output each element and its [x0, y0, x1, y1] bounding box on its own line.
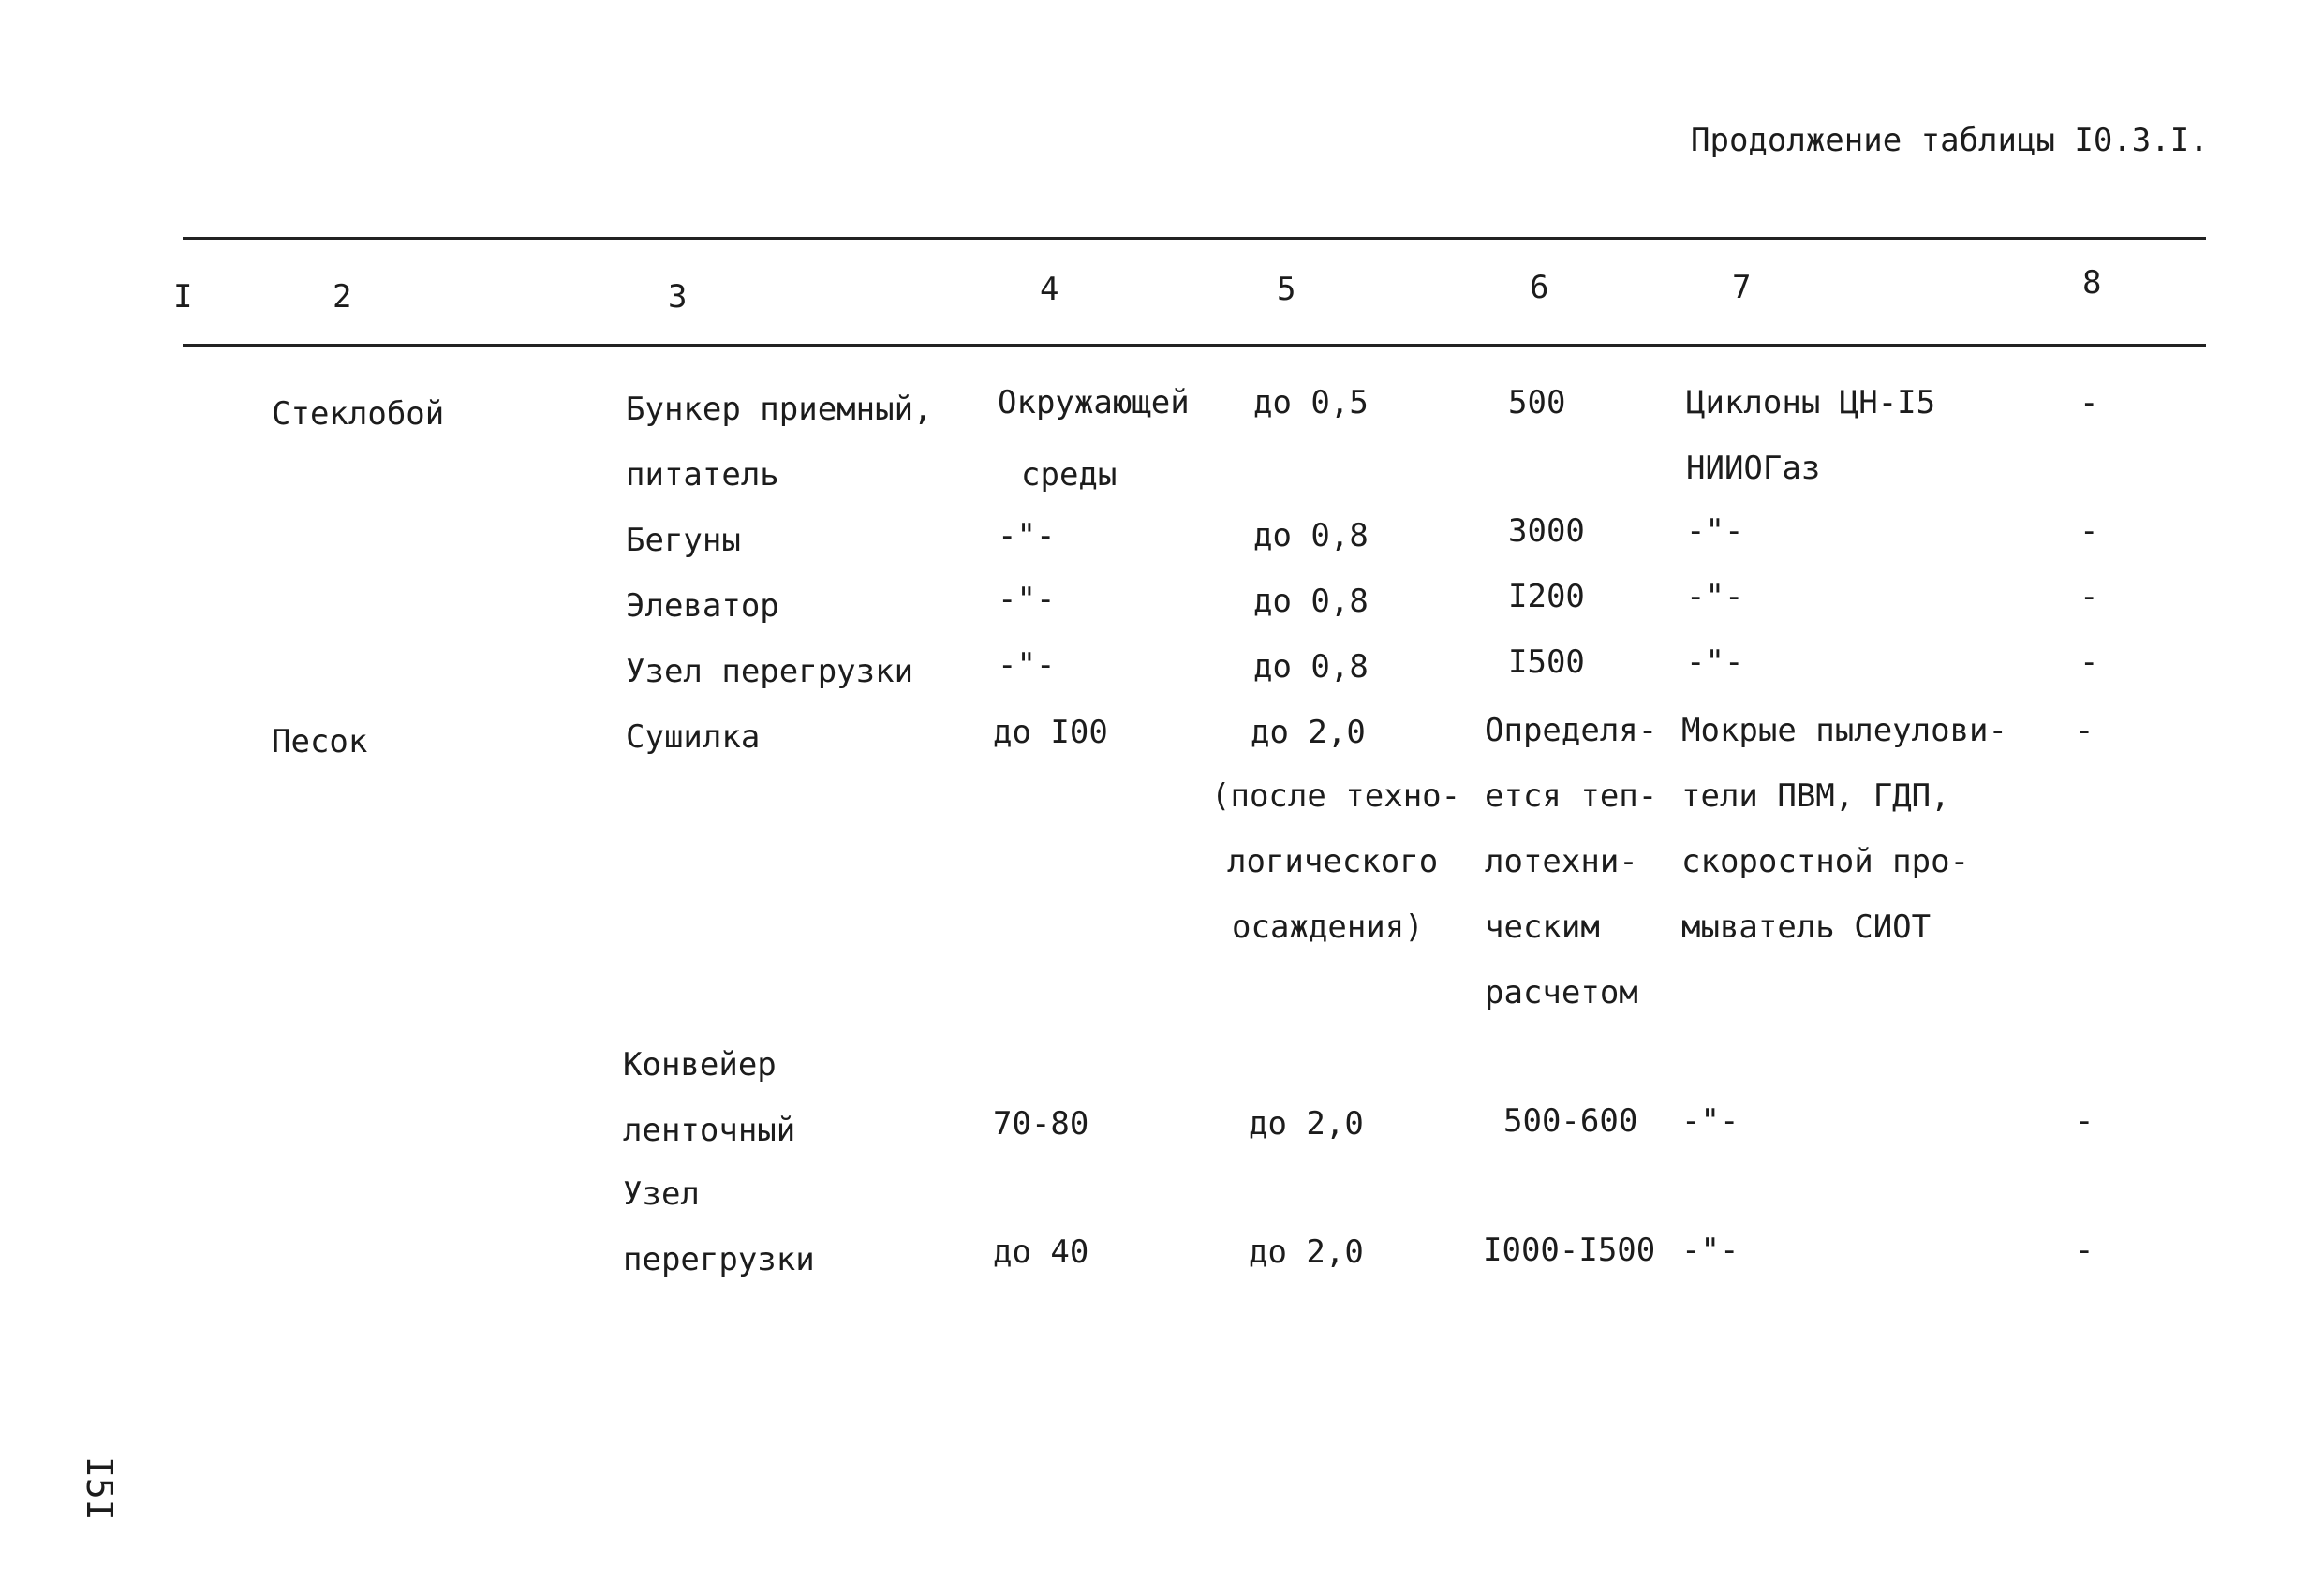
dust-collector-cell: скоростной про- — [1681, 843, 1970, 880]
humidity-cell: до 0,8 — [1253, 583, 1369, 620]
col8-cell: - — [2075, 712, 2095, 749]
col-header-1: I — [173, 278, 193, 316]
equipment-cell: Бункер приемный, — [626, 391, 933, 428]
temperature-cell: до I00 — [993, 714, 1108, 751]
humidity-cell: до 2,0 — [1249, 1105, 1364, 1143]
air-flow-cell: лотехни- — [1485, 843, 1638, 880]
air-flow-cell: ческим — [1485, 908, 1600, 946]
temperature-cell: 70-80 — [993, 1105, 1089, 1143]
air-flow-cell: 500-600 — [1503, 1102, 1638, 1140]
col8-cell: - — [2080, 578, 2099, 615]
col8-cell: - — [2080, 643, 2099, 681]
humidity-cell: до 0,8 — [1253, 517, 1369, 554]
col-header-7: 7 — [1732, 269, 1752, 306]
dust-collector-cell: Циклоны ЦН-I5 — [1686, 384, 1936, 421]
equipment-cell: Элеватор — [626, 587, 779, 625]
col-header-8: 8 — [2082, 264, 2102, 302]
dust-collector-cell: -"- — [1686, 512, 1744, 550]
col-header-3: 3 — [668, 278, 688, 316]
equipment-cell: Сушилка — [626, 718, 761, 756]
humidity-cell: (после техно- — [1211, 777, 1461, 815]
temperature-cell: среды — [1021, 456, 1118, 494]
equipment-cell: Узел — [623, 1175, 700, 1213]
col-header-2: 2 — [333, 278, 352, 316]
humidity-cell: до 0,5 — [1253, 384, 1369, 421]
dust-collector-cell: -"- — [1681, 1102, 1739, 1140]
top-rule — [183, 237, 2206, 240]
air-flow-cell: расчетом — [1485, 974, 1638, 1011]
col-header-5: 5 — [1277, 271, 1296, 308]
humidity-cell: до 0,8 — [1253, 648, 1369, 686]
humidity-cell: осаждения) — [1232, 908, 1424, 946]
col8-cell: - — [2075, 1232, 2095, 1269]
equipment-cell: ленточный — [623, 1112, 796, 1149]
air-flow-cell: ется теп- — [1485, 777, 1658, 815]
dust-collector-cell: мыватель СИОТ — [1681, 908, 1932, 946]
col8-cell: - — [2075, 1102, 2095, 1140]
temperature-cell: -"- — [998, 581, 1056, 618]
material-cell: Стеклобой — [272, 395, 445, 433]
material-cell: Песок — [272, 723, 368, 760]
air-flow-cell: 500 — [1508, 384, 1566, 421]
dust-collector-cell: Мокрые пылеулови- — [1681, 712, 2007, 749]
air-flow-cell: I200 — [1508, 578, 1585, 615]
header-rule — [183, 344, 2206, 347]
equipment-cell: питатель — [626, 456, 779, 494]
humidity-cell: логического — [1227, 843, 1439, 880]
col-header-6: 6 — [1530, 269, 1549, 306]
humidity-cell: до 2,0 — [1249, 1233, 1364, 1271]
air-flow-cell: I000-I500 — [1483, 1232, 1656, 1269]
dust-collector-cell: НИИОГаз — [1686, 450, 1821, 487]
col8-cell: - — [2080, 512, 2099, 550]
equipment-cell: Бегуны — [626, 522, 741, 559]
equipment-cell: перегрузки — [623, 1241, 815, 1278]
humidity-cell: до 2,0 — [1251, 714, 1366, 751]
dust-collector-cell: тели ПВМ, ГДП, — [1681, 777, 1950, 815]
temperature-cell: Окружающей — [998, 384, 1190, 421]
air-flow-cell: 3000 — [1508, 512, 1585, 550]
dust-collector-cell: -"- — [1686, 643, 1744, 681]
dust-collector-cell: -"- — [1686, 578, 1744, 615]
air-flow-cell: I500 — [1508, 643, 1585, 681]
col8-cell: - — [2080, 384, 2099, 421]
air-flow-cell: Определя- — [1485, 712, 1658, 749]
equipment-cell: Узел перегрузки — [626, 653, 914, 690]
dust-collector-cell: -"- — [1681, 1232, 1739, 1269]
temperature-cell: до 40 — [993, 1233, 1089, 1271]
col-header-4: 4 — [1040, 271, 1059, 308]
temperature-cell: -"- — [998, 517, 1056, 554]
temperature-cell: -"- — [998, 646, 1056, 684]
page-number: I5I — [79, 1456, 120, 1521]
table-caption: Продолжение таблицы I0.3.I. — [1691, 122, 2209, 159]
equipment-cell: Конвейер — [623, 1046, 777, 1084]
